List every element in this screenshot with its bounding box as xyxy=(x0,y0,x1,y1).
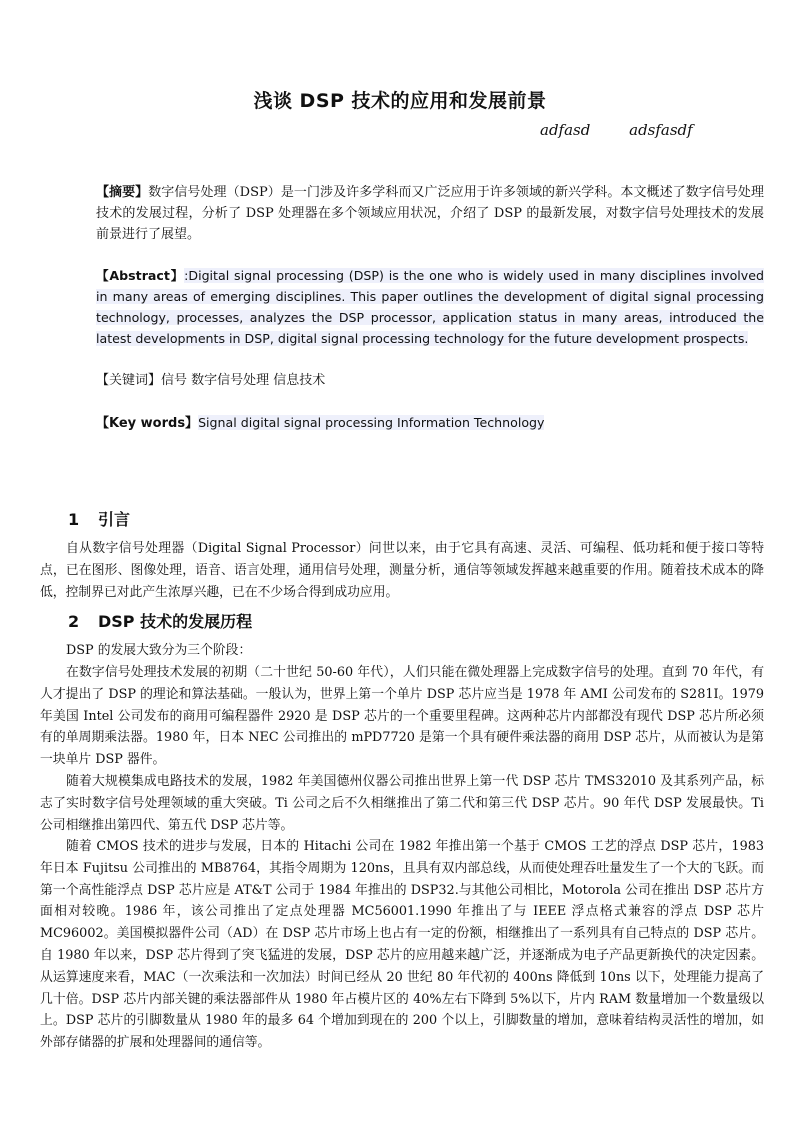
keywords-label: 【关键词】 xyxy=(96,373,162,388)
keywords-text: 信号 数字信号处理 信息技术 xyxy=(161,373,326,388)
body-paragraph: 在数字信号处理技术发展的初期（二十世纪 50-60 年代），人们只能在微处理器上完成数字信号的处理。直到 70 年代，有人才提出了 DSP 的理论和算法基础。一般认为，世界上第一个单片 DSP 芯片应当是 1978 年 AMI 公司发布的 S281I。1979 年美国 Intel 公司发布的商用可编程器件 2920 是 DSP 芯片的一个重要里程碑。这两种芯片内部都没有现代 DSP 芯片所必须有的单周期乘法器。1980 年，日本 NEC 公司推出的 mPD7720 是第一个具有硬件乘法器的商用 DSP 芯片，从而被认为是第一块单片 DSP 器件。 xyxy=(40,665,764,768)
keywords-english xyxy=(96,412,764,434)
section-title: 引言 xyxy=(98,510,131,529)
section-number: 2 xyxy=(68,612,80,631)
abstract-label: 【摘要】 xyxy=(96,185,149,200)
abstract-en-text: :Digital signal processing (DSP) is the one who is widely used in many disciplines involved in many areas of emerging disciplines. This paper outlines the development of digital signal processing technology, processes, analyzes the DSP processor, application status in many areas, introduced the latest developments in DSP, digital signal processing technology for the future development prospects. xyxy=(96,268,764,346)
author-list xyxy=(540,121,727,139)
keywords-en-label: 【Key words】 xyxy=(96,416,199,431)
abstract-en-label: 【Abstract】 xyxy=(96,268,185,283)
keywords-chinese xyxy=(96,370,764,391)
author-name: adfasd xyxy=(540,121,591,139)
body-paragraph: DSP 的发展大致分为三个阶段： xyxy=(66,643,252,658)
abstract-english xyxy=(96,265,764,349)
section-heading xyxy=(68,507,130,530)
body-paragraph: 随着 CMOS 技术的进步与发展，日本的 Hitachi 公司在 1982 年推出第一个基于 CMOS 工艺的浮点 DSP 芯片，1983 年日本 Fujitsu 公司推出的 MB8764，其指令周期为 120ns，且具有双内部总线，从而使处理吞吐量发生了一个大的飞跃。而第一个高性能浮点 DSP 芯片应是 AT&T 公司于 1984 年推出的 DSP32.与其他公司相比，Motorola 公司在推出 DSP 芯片方面相对较晚。1986 年，该公司推出了定点处理器 MC56001.1990 年推出了与 IEEE 浮点格式兼容的浮点 DSP 芯片 MC96002。美国模拟器件公司（AD）在 DSP 芯片市场上也占有一定的份额，相继推出了一系列具有自己特点的 DSP 芯片。自 1980 年以来，DSP 芯片得到了突飞猛进的发展，DSP 芯片的应用越来越广泛，并逐渐成为电子产品更新换代的决定因素。从运算速度来看，MAC（一次乘法和一次加法）时间已经从 20 世纪 80 年代初的 400ns 降低到 10ns 以下，处理能力提高了几十倍。DSP 芯片内部关键的乘法器部件从 1980 年占模片区的 40%左右下降到 5%以下，片内 RAM 数量增加一个数量级以上。DSP 芯片的引脚数量从 1980 年的最多 64 个增加到现在的 200 个以上，引脚数量的增加，意味着结构灵活性的增加，如外部存储器的扩展和处理器间的通信等。 xyxy=(40,839,764,1051)
author-name: adsfasdf xyxy=(629,121,693,139)
keywords-en-text: Signal digital signal processing Information Technology xyxy=(198,415,545,430)
section-number: 1 xyxy=(68,510,80,529)
section-heading xyxy=(68,609,252,632)
body-paragraph: 随着大规模集成电路技术的发展，1982 年美国德州仪器公司推出世界上第一代 DSP 芯片 TMS32010 及其系列产品，标志了实时数字信号处理领域的重大突破。Ti 公司之后不久相继推出了第二代和第三代 DSP 芯片。90 年代 DSP 发展最快。Ti 公司相继推出第四代、第五代 DSP 芯片等。 xyxy=(40,774,764,833)
paper-title: 浅谈 DSP 技术的应用和发展前景 xyxy=(253,90,547,112)
abstract-text: 数字信号处理（DSP）是一门涉及许多学科而又广泛应用于许多领域的新兴学科。本文概述了数字信号处理技术的发展过程，分析了 DSP 处理器在多个领域应用状况，介绍了 DSP 的最新发展，对数字信号处理技术的发展前景进行了展望。 xyxy=(96,185,764,242)
section-title: DSP 技术的发展历程 xyxy=(98,612,253,631)
abstract-chinese xyxy=(96,182,764,245)
body-paragraph: 自从数字信号处理器（Digital Signal Processor）问世以来，由于它具有高速、灵活、可编程、低功耗和便于接口等特点，已在图形、图像处理，语音、语言处理，通用信号处理，测量分析，通信等领域发挥越来越重要的作用。随着技术成本的降低，控制界已对此产生浓厚兴趣，已在不少场合得到成功应用。 xyxy=(40,541,764,600)
